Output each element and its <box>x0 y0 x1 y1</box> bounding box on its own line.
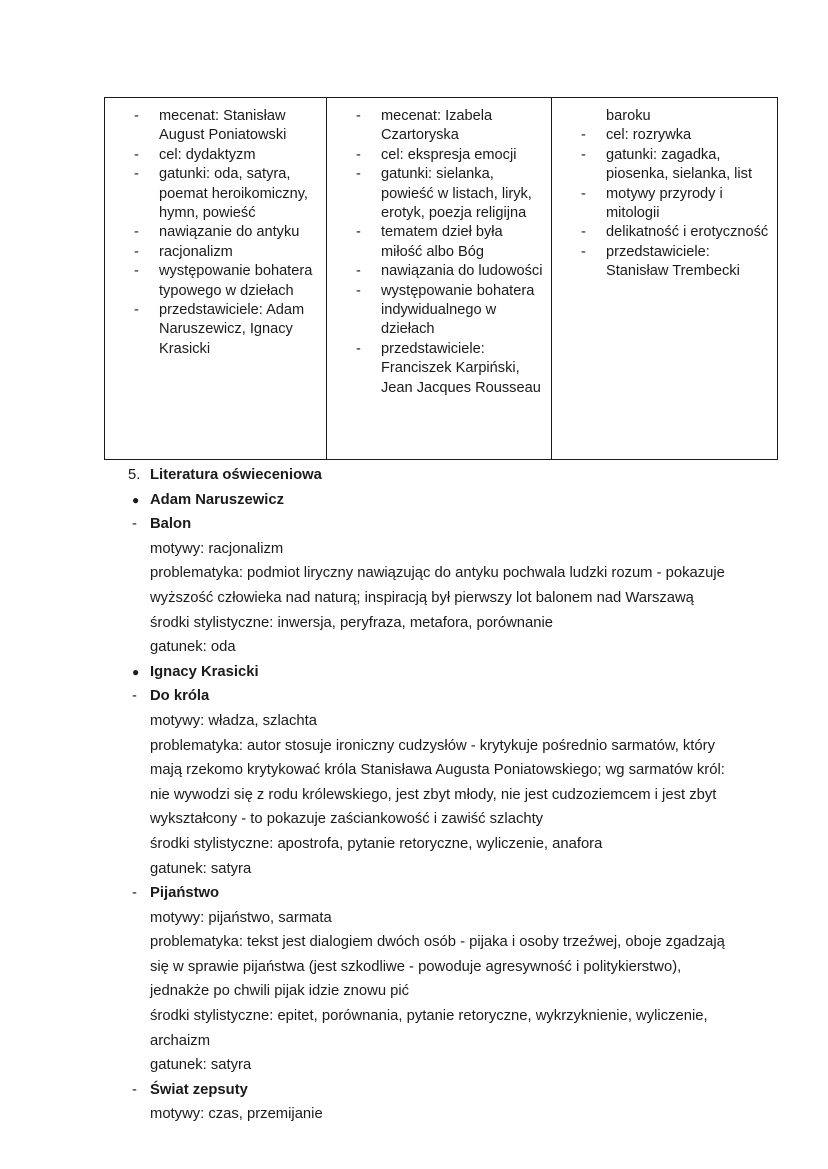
table-list-item <box>335 262 543 281</box>
outline-row-text: Balon <box>150 516 192 533</box>
table-list-item <box>113 107 318 146</box>
dash-marker-icon: - <box>132 688 137 705</box>
table-cell-rokoko <box>552 98 778 460</box>
list-dash-marker: - <box>356 282 361 299</box>
dash-marker-icon: - <box>132 885 137 902</box>
outline-row-text: gatunek: satyra <box>150 1057 252 1074</box>
outline-detail-line <box>0 561 828 610</box>
table-list-item <box>560 223 769 242</box>
bullet-marker-icon: ● <box>132 492 140 507</box>
outline-row-text: środki stylistyczne: epitet, porównania, pytanie retoryczne, wykrzyknienie, wyliczenie, archaizm <box>150 1008 708 1049</box>
outline-detail-line <box>0 1053 828 1078</box>
outline-heading <box>0 1078 828 1103</box>
list-dash-marker: - <box>134 263 139 280</box>
list-dash-marker: - <box>134 302 139 319</box>
list-dash-marker: - <box>581 146 586 163</box>
list-dash-marker: - <box>581 185 586 202</box>
table-cell-sentymentalizm <box>327 98 552 460</box>
table-list-item-text: delikatność i erotyczność <box>606 224 769 241</box>
table-list-item-text: cel: dydaktyzm <box>159 146 256 163</box>
list-dash-marker: - <box>356 146 361 163</box>
table-list-item <box>560 243 769 282</box>
list-dash-marker: - <box>134 243 139 260</box>
outline-row-text: środki stylistyczne: apostrofa, pytanie retoryczne, wyliczenie, anafora <box>150 835 603 852</box>
outline-row-text: motywy: władza, szlachta <box>150 712 317 729</box>
table-list-item <box>560 146 769 185</box>
outline-detail-line <box>0 734 828 832</box>
list-dash-marker: - <box>134 166 139 183</box>
outline-row-text: Do króla <box>150 688 210 705</box>
table-list-item <box>113 146 318 165</box>
table-list-item <box>113 243 318 262</box>
outline-detail-line <box>0 537 828 562</box>
list-dash-marker: - <box>581 224 586 241</box>
list-dash-marker: - <box>356 166 361 183</box>
outline-heading <box>0 512 828 537</box>
table-list-item <box>335 146 543 165</box>
list-dash-marker: - <box>134 146 139 163</box>
cell-list-rokoko <box>560 107 769 282</box>
table-list-item <box>335 107 543 146</box>
outline-heading <box>0 881 828 906</box>
outline-section <box>0 463 828 1127</box>
outline-detail-line <box>0 635 828 660</box>
table-list-item <box>113 223 318 242</box>
table-list-item-text: cel: rozrywka <box>606 127 692 144</box>
comparison-table <box>104 97 778 460</box>
table-list-item-text: racjonalizm <box>159 243 233 260</box>
table-list-item-text: gatunki: zagadka, piosenka, sielanka, list <box>606 146 753 183</box>
list-dash-marker: - <box>134 108 139 124</box>
outline-detail-line <box>0 1004 828 1053</box>
table-list-item-text: przedstawiciele: Adam Naruszewicz, Ignacy Krasicki <box>159 302 305 357</box>
list-dash-marker: - <box>356 108 361 124</box>
list-dash-marker: - <box>134 224 139 241</box>
table-list-item-text: baroku <box>606 108 651 124</box>
table-list-item <box>335 165 543 223</box>
list-dash-marker: - <box>581 127 586 144</box>
list-dash-marker: - <box>356 224 361 241</box>
table-list-item <box>113 301 318 359</box>
number-marker: 5. <box>128 467 141 483</box>
outline-row-text: Adam Naruszewicz <box>150 491 285 508</box>
outline-row-text: Świat zepsuty <box>150 1081 248 1098</box>
outline-row-text: środki stylistyczne: inwersja, peryfraza, metafora, porównanie <box>150 614 553 631</box>
list-dash-marker: - <box>356 263 361 280</box>
dash-marker-icon: - <box>132 516 137 533</box>
outline-row-text: gatunek: oda <box>150 639 236 656</box>
outline-row-text: Ignacy Krasicki <box>150 663 259 680</box>
table-row <box>105 98 778 460</box>
table-list-item-text: występowanie bohatera typowego w dziełach <box>159 263 313 299</box>
table-list-item-text: nawiązania do ludowości <box>381 263 543 280</box>
table-list-item <box>560 107 769 126</box>
outline-row-text: gatunek: satyra <box>150 860 252 877</box>
outline-row-text: motywy: racjonalizm <box>150 540 284 557</box>
table-list-item <box>335 340 543 398</box>
table-list-item <box>560 185 769 224</box>
table-list-item-text: przedstawiciele: Franciszek Karpiński, Jean Jacques Rousseau <box>381 340 541 396</box>
outline-row-text: problematyka: podmiot liryczny nawiązując do antyku pochwala ludzki rozum - pokazuje wyższość człowieka nad naturą; inspiracją był pierwszy lot balonem nad Warszawą <box>150 565 725 606</box>
cell-list-klasycyzm <box>113 107 318 359</box>
table-list-item <box>113 262 318 301</box>
table-list-item-text: nawiązanie do antyku <box>159 224 300 241</box>
outline-row-text: Literatura oświeceniowa <box>150 467 322 483</box>
outline-detail-line <box>0 832 828 857</box>
outline-row-text: problematyka: tekst jest dialogiem dwóch osób - pijaka i osoby trzeźwej, oboje zgadzają się w sprawie pijaństwa (jest szkodliwe - powoduje agresywność i politykierstwo), jednakże po chwili pijak idzie znowu pić <box>150 934 725 1000</box>
outline-heading <box>0 684 828 709</box>
list-dash-marker: - <box>356 340 361 357</box>
outline-detail-line <box>0 611 828 636</box>
cell-list-sentymentalizm <box>335 107 543 398</box>
outline-detail-line <box>0 709 828 734</box>
outline-detail-line <box>0 1102 828 1127</box>
table-cell-klasycyzm <box>105 98 327 460</box>
bullet-marker-icon: ● <box>132 664 140 679</box>
outline-row-text: motywy: czas, przemijanie <box>150 1106 323 1123</box>
outline-heading <box>0 463 828 488</box>
outline-detail-line <box>0 857 828 882</box>
table-list-item-text: przedstawiciele: Stanisław Trembecki <box>606 243 740 280</box>
table-list-item-text: cel: ekspresja emocji <box>381 146 517 163</box>
outline-detail-line <box>0 930 828 1004</box>
table-list-item-text: występowanie bohatera indywidualnego w dziełach <box>381 282 535 338</box>
outline-heading <box>0 660 828 685</box>
table-list-item-text: mecenat: Izabela Czartoryska <box>381 108 493 144</box>
dash-marker-icon: - <box>132 1081 137 1098</box>
table-list-item <box>335 223 543 262</box>
outline-row-text: Pijaństwo <box>150 885 220 902</box>
outline-row-text: problematyka: autor stosuje ironiczny cudzysłów - krytykuje pośrednio sarmatów, który mają rzekomo krytykować króla Stanisława Augusta Poniatowskiego; wg sarmatów król: nie wywodzi się z rodu królewskiego, jest zbyt młody, nie jest cudzoziemcem i jest zbyt wykształcony - to pokazuje zaściankowość i zawiść szlachty <box>150 737 725 828</box>
table-list-item-text: gatunki: oda, satyra, poemat heroikomiczny, hymn, powieść <box>159 166 308 222</box>
table-list-item-text: gatunki: sielanka, powieść w listach, liryk, erotyk, poezja religijna <box>381 166 532 222</box>
table-list-item-text: tematem dzieł była miłość albo Bóg <box>381 224 503 260</box>
outline-heading <box>0 488 828 513</box>
table-list-item-text: motywy przyrody i mitologii <box>606 185 723 222</box>
outline-row-text: motywy: pijaństwo, sarmata <box>150 909 332 926</box>
outline-detail-line <box>0 906 828 931</box>
table-list-item <box>560 126 769 145</box>
table-list-item-text: mecenat: Stanisław August Poniatowski <box>159 108 287 144</box>
table-list-item <box>113 165 318 223</box>
list-dash-marker: - <box>581 243 586 260</box>
table-list-item <box>335 282 543 340</box>
